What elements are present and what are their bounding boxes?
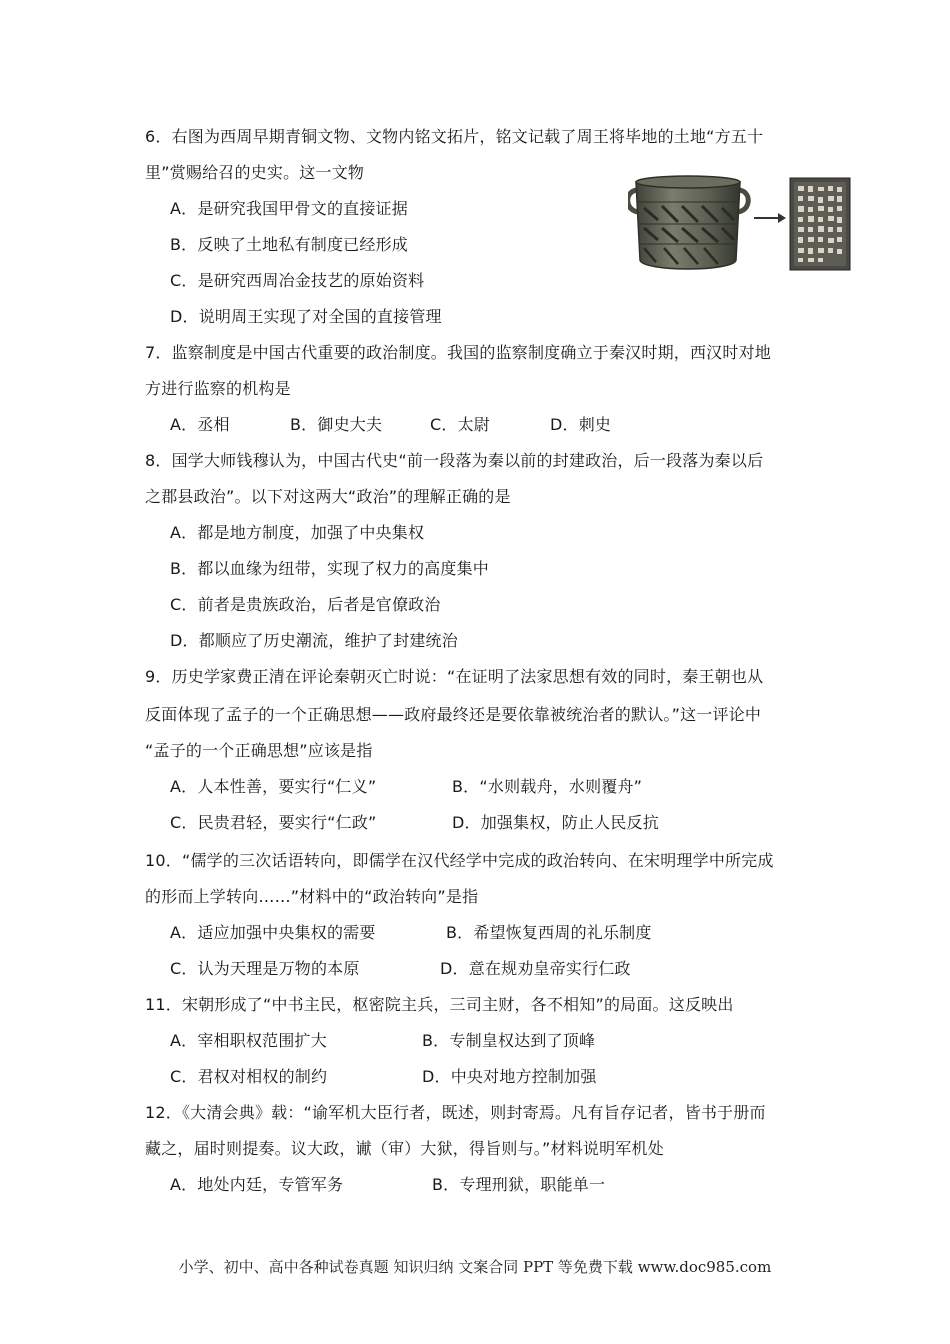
q8-stem-line-1: 8．国学大师钱穆认为，中国古代史“前一段落为秦以前的封建政治，后一段落为秦以后 (145, 451, 764, 470)
q10-stem-line-1: 10．“儒学的三次话语转向，即儒学在汉代经学中完成的政治转向、在宋明理学中所完成 (145, 851, 774, 870)
q10-option-a: A．适应加强中央集权的需要 (170, 923, 376, 942)
q11-option-d: D．中央对地方控制加强 (422, 1067, 597, 1086)
q8-stem-line-2: 之郡县政治”。以下对这两大“政治”的理解正确的是 (145, 487, 511, 506)
bronze-gui-vessel-icon (628, 168, 852, 280)
q9-option-d: D．加强集权，防止人民反抗 (452, 813, 659, 832)
q10-option-d: D．意在规劝皇帝实行仁政 (440, 959, 631, 978)
q8-option-d: D．都顺应了历史潮流，维护了封建统治 (170, 631, 458, 650)
q7-option-b: B．御史大夫 (290, 415, 383, 434)
q11-stem-line-1: 11．宋朝形成了“中书主民，枢密院主兵，三司主财，各不相知”的局面。这反映出 (145, 995, 734, 1014)
page-footer: 小学、初中、高中各种试卷真题 知识归纳 文案合同 PPT 等免费下载 www.doc985.com (178, 1258, 772, 1276)
q7-option-c: C．太尉 (430, 415, 490, 434)
q9-stem-line-1: 9．历史学家费正清在评论秦朝灭亡时说：“在证明了法家思想有效的同时，秦王朝也从 (145, 667, 764, 686)
q12-option-a: A．地处内廷，专管军务 (170, 1175, 344, 1194)
q8-option-c: C．前者是贵族政治，后者是官僚政治 (170, 595, 441, 614)
q7-option-a: A．丞相 (170, 415, 230, 434)
q6-stem-line-2: 里”赏赐给召的史实。这一文物 (145, 163, 365, 182)
arrow-right-icon (754, 213, 786, 223)
bronze-artifact-figure (628, 168, 852, 280)
q10-option-c: C．认为天理是万物的本原 (170, 959, 360, 978)
q9-option-c: C．民贵君轻，要实行“仁政” (170, 813, 377, 832)
q11-option-a: A．宰相职权范围扩大 (170, 1031, 327, 1050)
q9-stem-line-2: 反面体现了孟子的一个正确思想——政府最终还是要依靠被统治者的默认。”这一评论中 (145, 705, 762, 724)
q11-option-b: B．专制皇权达到了顶峰 (422, 1031, 596, 1050)
q11-option-c: C．君权对相权的制约 (170, 1067, 328, 1086)
q6-option-c: C．是研究西周冶金技艺的原始资料 (170, 271, 425, 290)
q9-option-b: B．“水则载舟，水则覆舟” (452, 777, 643, 796)
q7-stem-line-1: 7．监察制度是中国古代重要的政治制度。我国的监察制度确立于秦汉时期，西汉时对地 (145, 343, 771, 362)
q6-stem-line-1: 6．右图为西周早期青铜文物、文物内铭文拓片，铭文记载了周王将毕地的土地“方五十 (145, 127, 764, 146)
q12-stem-line-2: 藏之，届时则提奏。议大政，谳（审）大狱，得旨则与。”材料说明军机处 (145, 1139, 664, 1158)
q7-option-d: D．刺史 (550, 415, 612, 434)
inscription-rubbing-icon (790, 178, 850, 270)
q9-stem-line-3: “孟子的一个正确思想”应该是指 (145, 741, 373, 760)
q6-option-d: D．说明周王实现了对全国的直接管理 (170, 307, 442, 326)
q8-option-b: B．都以血缘为纽带，实现了权力的高度集中 (170, 559, 489, 578)
q6-option-a: A．是研究我国甲骨文的直接证据 (170, 199, 408, 218)
q10-option-b: B．希望恢复西周的礼乐制度 (446, 923, 652, 942)
q9-option-a: A．人本性善，要实行“仁义” (170, 777, 377, 796)
q6-option-b: B．反映了土地私有制度已经形成 (170, 235, 408, 254)
q7-stem-line-2: 方进行监察的机构是 (145, 379, 291, 398)
q8-option-a: A．都是地方制度，加强了中央集权 (170, 523, 425, 542)
q12-option-b: B．专理刑狱，职能单一 (432, 1175, 606, 1194)
q10-stem-line-2: 的形而上学转向……”材料中的“政治转向”是指 (145, 887, 479, 906)
q12-stem-line-1: 12．《大清会典》载：“谕军机大臣行者，既述，则封寄焉。凡有旨存记者，皆书于册而 (145, 1103, 766, 1122)
